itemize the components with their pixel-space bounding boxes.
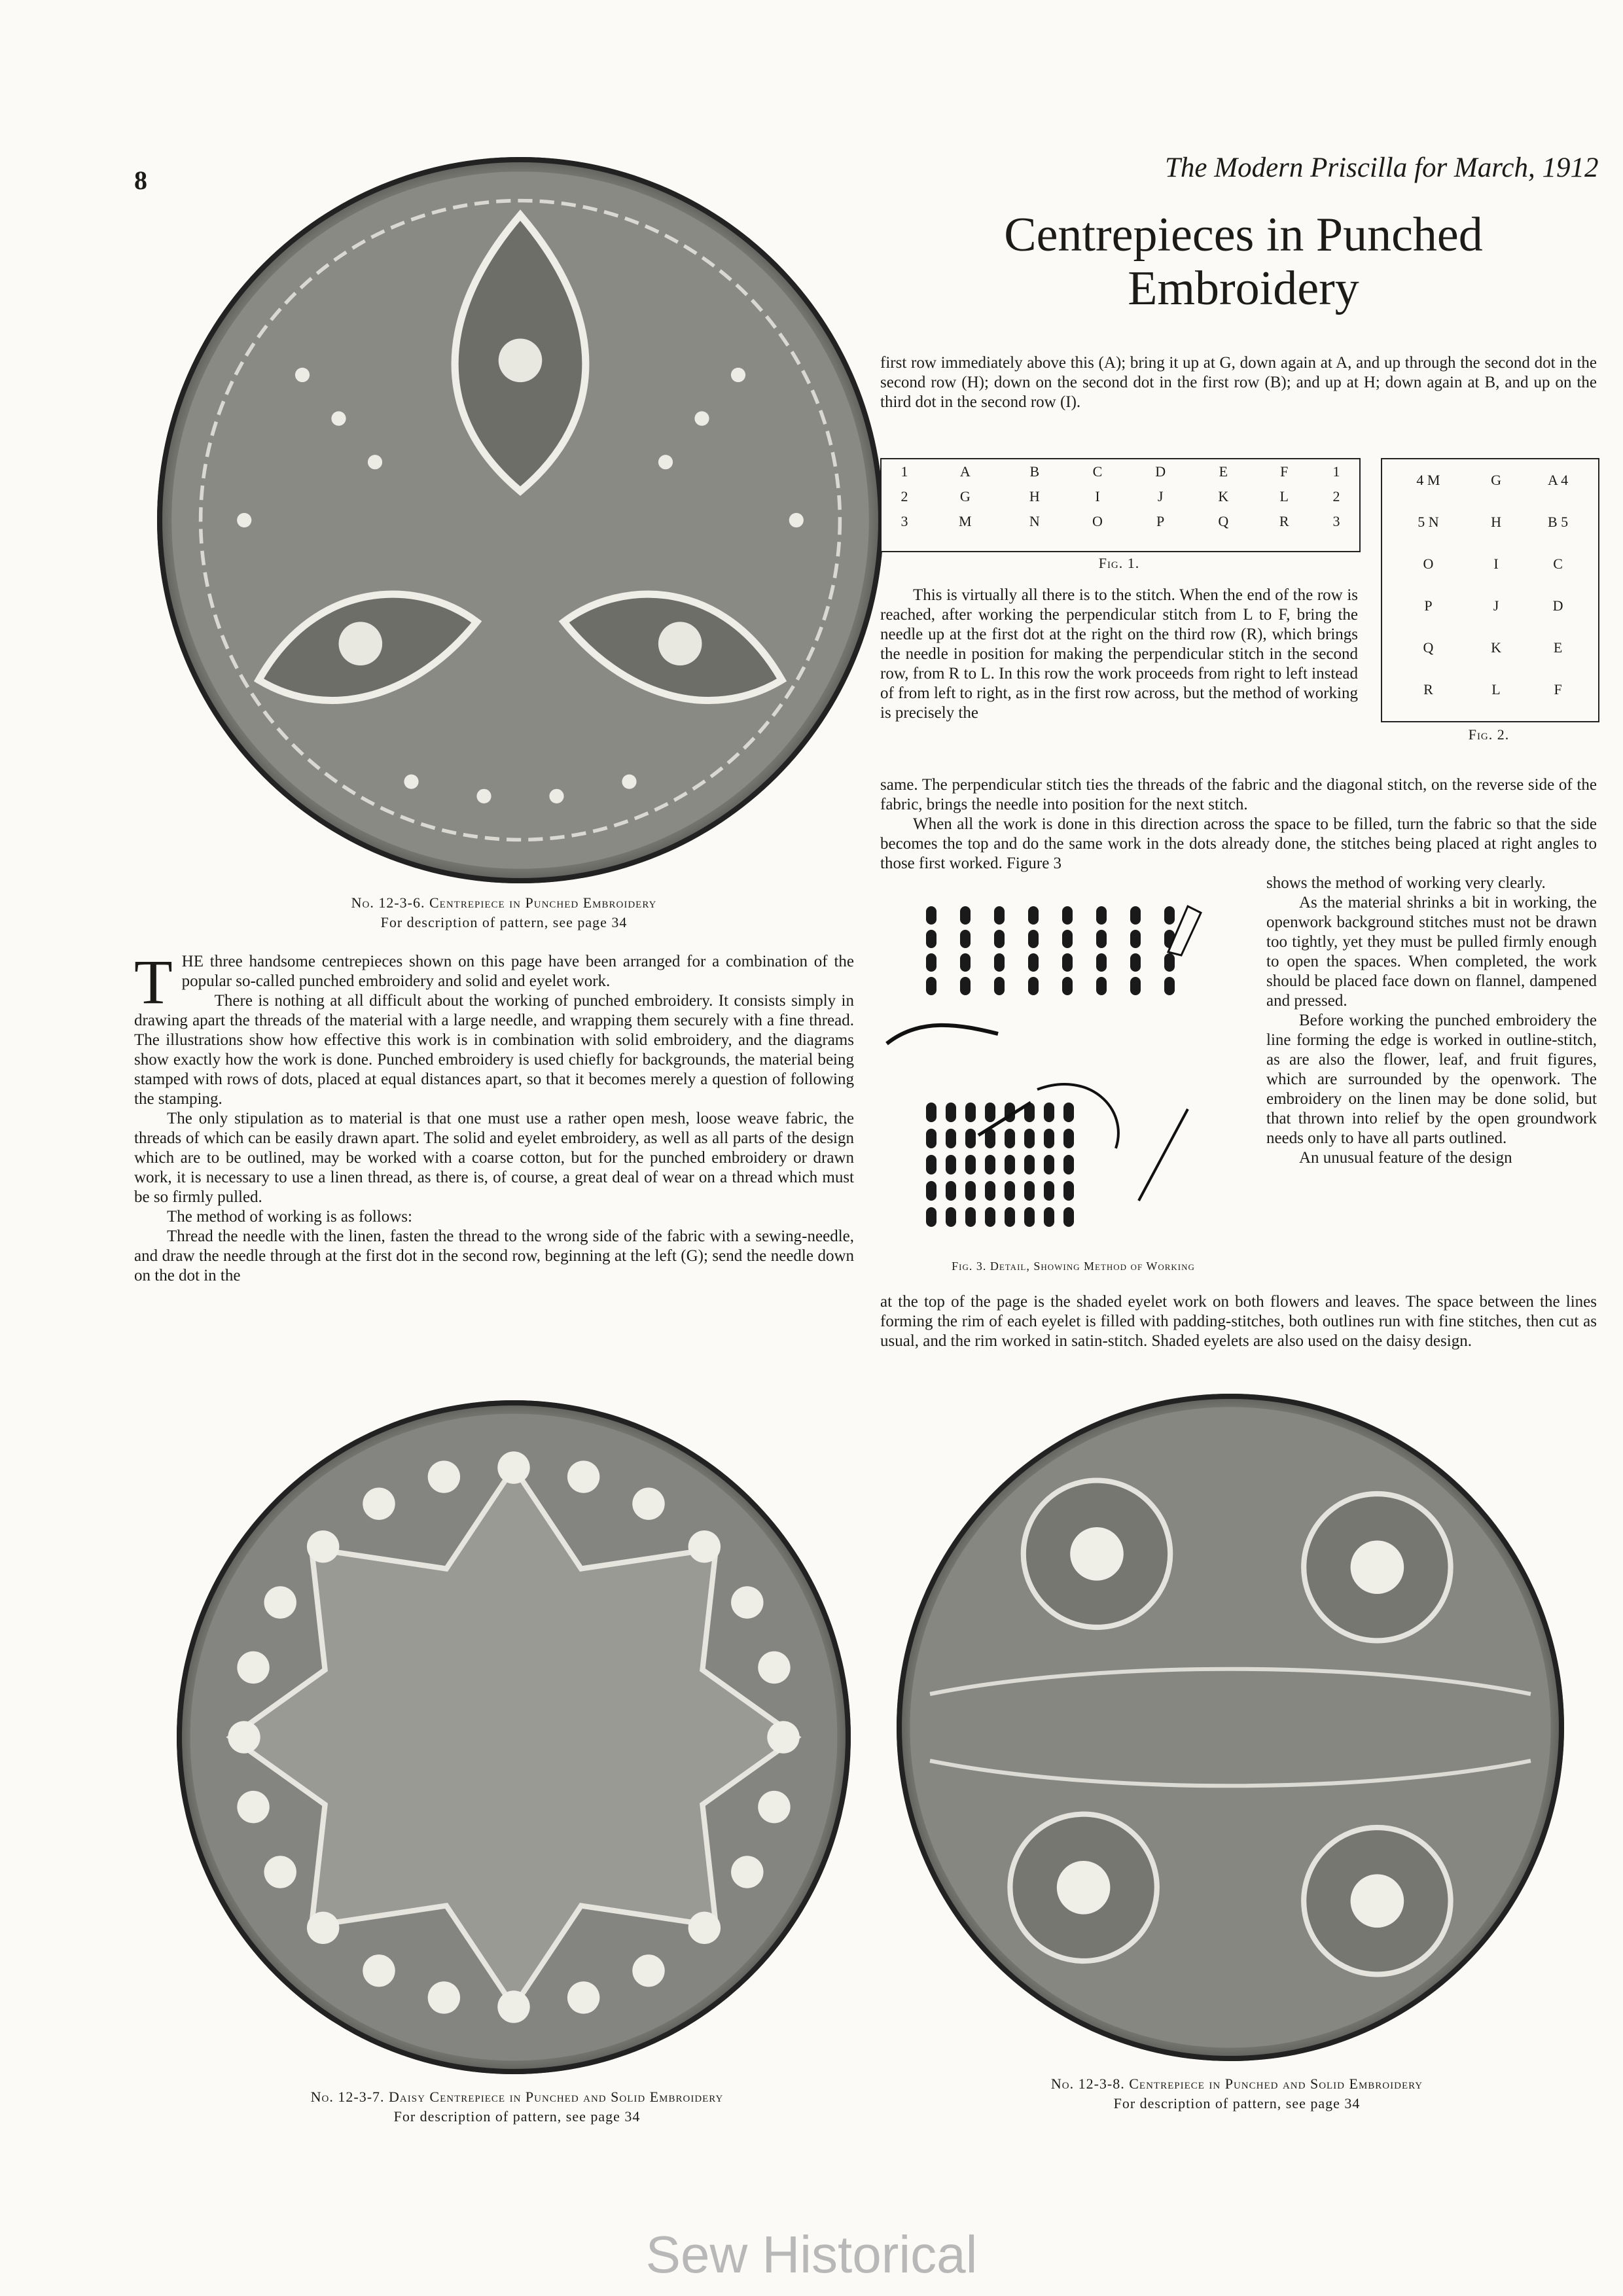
right-narrow-paragraph: This is virtually all there is to the stitch. When the end of the row is reached, after working the perpendicular stitch from L to F, bring the needle up at the first dot at the right on the third row (R), which brings the needle in position for making the perpendicular stitch in the second row, from R to L. In this row the work proceeds from right to left instead of from left to right, as in the first row across, but the method of working is precisely the [880, 586, 1358, 722]
article-title [949, 208, 1538, 315]
title-line-2: Embroidery [1128, 262, 1359, 315]
fig1-label: Fig. 1. [1098, 555, 1140, 571]
stitch-mark [1130, 906, 1141, 925]
fig1-cell: 3 [1332, 513, 1340, 529]
stitch-mark [926, 977, 936, 995]
stitch-mark [965, 1129, 976, 1148]
daisy-motif [264, 1856, 296, 1888]
stitch-mark [1024, 1155, 1035, 1174]
stitch-mark [985, 1181, 995, 1201]
fig2-cell: R [1423, 681, 1433, 698]
daisy-motif [632, 1954, 664, 1987]
watermark: Sew Historical [645, 2225, 978, 2284]
stitch-mark [1063, 1103, 1074, 1122]
stitch-mark [1028, 906, 1039, 925]
stitch-mark [1062, 930, 1073, 948]
stitch-mark [1005, 1207, 1015, 1227]
fig2-cell: H [1491, 514, 1501, 530]
caption-top [236, 893, 772, 932]
fig3-label: Fig. 3. Detail, Showing Method of Working [952, 1260, 1195, 1273]
stitch-mark [1063, 1181, 1074, 1201]
daisy-motif [307, 1530, 339, 1563]
stitch-mark [926, 1103, 936, 1122]
fig2-cell: G [1491, 472, 1501, 488]
daisy-motif [567, 1460, 599, 1492]
fig1-cell: D [1155, 463, 1166, 480]
stitch-mark [926, 1129, 936, 1148]
fig1-row [882, 484, 1359, 509]
left-column-text [134, 947, 854, 1286]
daisy-motif [237, 1651, 269, 1684]
stitch-mark [1164, 906, 1175, 925]
drop-cap: T [134, 947, 173, 1017]
stitch-mark [965, 1155, 976, 1174]
closing-paragraph: at the top of the page is the shaded eyelet work on both flowers and leaves. The space between the lines forming the rim of each eyelet is filled with padding-stitches, both outlines run with fine stitches, then cut as usual, and the rim worked in satin-stitch. Shaded eyelets are also used on the daisy design. [880, 1293, 1597, 1350]
caption-bottom-left [216, 2087, 818, 2127]
stitch-mark [994, 930, 1005, 948]
fig2-cell: F [1554, 681, 1562, 698]
fig2-cell: B 5 [1547, 514, 1569, 530]
side-paragraph-1: shows the method of working very clearly. [1266, 874, 1546, 892]
stitch-mark [994, 953, 1005, 972]
fig2-cell: K [1491, 639, 1501, 656]
fig1-cell: 3 [901, 513, 908, 529]
page-number: 8 [134, 166, 147, 195]
daisy-motif [758, 1651, 790, 1684]
needle-work-diagram [880, 893, 1260, 1256]
fig1-row [882, 459, 1359, 484]
stitch-mark [1044, 1103, 1054, 1122]
daisy-motif [237, 1791, 269, 1823]
fig2-label: Fig. 2. [1468, 726, 1510, 743]
paragraph-5: Thread the needle with the linen, fasten the thread to the wrong side of the fabric with a sewing-needle, and draw the needle through at the first dot in the second row, beginning at the left (G); send the needle down on the dot in the [134, 1227, 854, 1284]
right-intro-paragraph: first row immediately above this (A); bring it up at G, down again at A, and up through the second dot in the second row (H); down on the second dot in the first row (B); and up at H; down again at B, and up on the third dot in the second row (I). [880, 354, 1597, 411]
daisy-motif [767, 1721, 799, 1753]
stitch-mark [965, 1207, 976, 1227]
stitch-mark [994, 906, 1005, 925]
fig1-cell: N [1029, 513, 1040, 529]
stitch-mark [965, 1181, 976, 1201]
daisy-motif [567, 1981, 599, 2013]
paragraph-2: There is nothing at all difficult about the working of punched embroidery. It consists simply in drawing apart the threads of the material with a large needle, and wrapping them securely with a fine thread. The illustrations show how effective this work is in combination with solid embroidery, and the diagrams show exactly how the work is done. Punched embroidery is used chiefly for backgrounds, the material being stamped with rows of dots, placed at equal distances apart, so that it becomes merely a question of following the stamping. [134, 992, 854, 1108]
stitch-mark [946, 1155, 956, 1174]
fig2-row [1382, 669, 1598, 711]
daisy-motif [497, 1451, 529, 1483]
title-line-1: Centrepieces in Punched [1004, 208, 1483, 262]
fig2-row [1382, 501, 1598, 543]
right-column-narrow-text [880, 586, 1358, 723]
fig2-cell: Q [1423, 639, 1434, 656]
fig2-cell: I [1493, 556, 1499, 572]
centrepiece-photo-bottom-left [177, 1400, 851, 2074]
stitch-mark [926, 1181, 936, 1201]
fig1-cell: C [1092, 463, 1103, 480]
running-head: The Modern Priscilla for March, 1912 [1165, 152, 1599, 183]
caption-bottom-right-sub: For description of pattern, see page 34 [1113, 2095, 1361, 2111]
stitch-mark [1062, 906, 1073, 925]
stitch-mark [1063, 1155, 1074, 1174]
paragraph-1: HE three handsome centrepieces shown on this page have been arranged for a combination of the popular so-called punched embroidery and solid and eyelet work. [181, 953, 854, 990]
fig2-cell: 5 N [1418, 514, 1439, 530]
fig2-cell: D [1552, 597, 1563, 614]
fig2-cell: E [1553, 639, 1563, 656]
fig2-cell: O [1423, 556, 1434, 572]
right-column-intro [880, 353, 1597, 412]
fig1-diagram [880, 458, 1361, 552]
embroidery-pattern-fruit [897, 1394, 1564, 2061]
daisy-motif [497, 1990, 529, 2022]
stitch-mark [1096, 930, 1107, 948]
daisy-motif [307, 1912, 339, 1944]
stitch-mark [960, 953, 971, 972]
fig1-cell: 1 [901, 463, 908, 480]
stitch-mark [1044, 1207, 1054, 1227]
fig2-cell: P [1424, 597, 1433, 614]
daisy-motif [228, 1721, 260, 1753]
paragraph-4: The method of working is as follows: [167, 1208, 412, 1226]
daisy-motif [758, 1791, 790, 1823]
fig1-cell: P [1156, 513, 1165, 529]
daisy-motif [363, 1487, 395, 1519]
fig1-cell: L [1279, 488, 1289, 504]
paragraph-intro [134, 947, 854, 1017]
stitch-mark [926, 930, 936, 948]
right-full-paragraph-1: same. The perpendicular stitch ties the threads of the fabric and the diagonal stitch, on the reverse side of the fabric, brings the needle into position for the next stitch. [880, 776, 1597, 813]
fig2-cell: L [1491, 681, 1501, 698]
fig1-cell: Q [1218, 513, 1229, 529]
daisy-motif [688, 1530, 721, 1563]
stitch-mark [1024, 1181, 1035, 1201]
caption-bottom-left-sub: For description of pattern, see page 34 [393, 2108, 641, 2125]
stitch-mark [960, 930, 971, 948]
right-column-full-text [880, 775, 1597, 874]
fig1-cell: K [1218, 488, 1229, 504]
fig1-cell: H [1029, 488, 1040, 504]
stitch-mark [1063, 1129, 1074, 1148]
fig2-diagram [1381, 458, 1599, 722]
stitch-mark [946, 1207, 956, 1227]
fig2-row [1382, 543, 1598, 585]
fig1-cell: 2 [1332, 488, 1340, 504]
daisy-motif [428, 1460, 460, 1492]
caption-top-sub: For description of pattern, see page 34 [380, 914, 628, 930]
stitch-mark [1096, 906, 1107, 925]
stitch-mark [985, 1155, 995, 1174]
fig2-cell: 4 M [1416, 472, 1440, 488]
stitch-mark [926, 1207, 936, 1227]
daisy-motif [632, 1487, 664, 1519]
fig3-illustration [880, 893, 1260, 1256]
stitch-mark [960, 977, 971, 995]
fig1-cell: 2 [901, 488, 908, 504]
stitch-mark [1024, 1129, 1035, 1148]
stitch-mark [1164, 953, 1175, 972]
fig1-cell: 1 [1332, 463, 1340, 480]
stitch-mark [1005, 1129, 1015, 1148]
stitch-mark [926, 906, 936, 925]
fig1-cell: B [1029, 463, 1040, 480]
stitch-mark [1005, 1181, 1015, 1201]
daisy-motif [731, 1856, 763, 1888]
stitch-mark [1062, 977, 1073, 995]
fig1-cell: J [1157, 488, 1164, 504]
caption-bottom-right [969, 2074, 1505, 2113]
fig1-cell: E [1219, 463, 1228, 480]
fig1-row [882, 509, 1359, 534]
daisy-motif [264, 1586, 296, 1618]
fig1-cell: I [1095, 488, 1100, 504]
stitch-mark [1096, 977, 1107, 995]
fig1-cell: F [1280, 463, 1289, 480]
stitch-mark [1062, 953, 1073, 972]
fig2-row [1382, 459, 1598, 501]
stitch-mark [1044, 1129, 1054, 1148]
stitch-mark [994, 977, 1005, 995]
stitch-mark [1063, 1207, 1074, 1227]
caption-bottom-left-title: No. 12-3-7. Daisy Centrepiece in Punched and Solid Embroidery [310, 2089, 724, 2105]
stitch-mark [1096, 953, 1107, 972]
paragraph-3: The only stipulation as to material is that one must use a rather open mesh, loose weave fabric, the threads of which can be easily drawn apart. The solid and eyelet embroidery, as well as all parts of the design which are to be outlined, may be worked with a coarse cotton, but for the punched embroidery or drawn work, it is necessary to use a linen thread, as there is, of course, a great deal of wear on a thread which must be so firmly pulled. [134, 1110, 854, 1206]
fig1-cell: R [1279, 513, 1289, 529]
caption-bottom-right-title: No. 12-3-8. Centrepiece in Punched and Solid Embroidery [1050, 2075, 1423, 2092]
stitch-mark [960, 906, 971, 925]
right-side-text [1266, 874, 1597, 1168]
centrepiece-photo-bottom-right [897, 1394, 1564, 2061]
fig1-table [882, 459, 1359, 534]
centrepiece-photo-top [157, 157, 883, 883]
embroidery-pattern-top [157, 157, 883, 883]
fig1-cell: A [959, 463, 971, 480]
stitch-mark [985, 1207, 995, 1227]
stitch-mark [1028, 977, 1039, 995]
daisy-motif [363, 1954, 395, 1987]
fig2-row [1382, 627, 1598, 669]
stitch-mark [1028, 930, 1039, 948]
fig2-cell: A 4 [1547, 472, 1569, 488]
stitch-mark [1044, 1155, 1054, 1174]
fig2-cell: C [1553, 556, 1563, 572]
daisy-motif [688, 1912, 721, 1944]
fig1-cell: M [959, 513, 972, 529]
stitch-mark [946, 1103, 956, 1122]
stitch-mark [926, 953, 936, 972]
stitch-mark [1024, 1207, 1035, 1227]
side-paragraph-3: Before working the punched embroidery the line forming the edge is worked in outline-stitch, as are also the flower, leaf, and fruit figures, which are surrounded by the openwork. The embroidery on the linen may be done solid, but that thrown into relief by the open groundwork needs only to have all parts outlined. [1266, 1012, 1597, 1147]
stitch-mark [1044, 1181, 1054, 1201]
stitch-mark [1164, 977, 1175, 995]
embroidery-pattern-daisy [177, 1400, 851, 2074]
stitch-mark [1130, 977, 1141, 995]
fig2-row [1382, 585, 1598, 627]
right-full-paragraph-2: When all the work is done in this direction across the space to be filled, turn the fabric so that the side becomes the top and do the same work in the dots already done, the stitches being placed at right angles to those first worked. Figure 3 [880, 815, 1597, 872]
side-paragraph-4: An unusual feature of the design [1299, 1149, 1512, 1167]
side-paragraph-2: As the material shrinks a bit in working, the openwork background stitches must not be drawn too tightly, yet they must be pulled firmly enough to open the spaces. When completed, the work should be placed face down on flannel, dampened and pressed. [1266, 894, 1597, 1010]
stitch-mark [1005, 1155, 1015, 1174]
right-column-closing [880, 1292, 1597, 1351]
daisy-motif [428, 1981, 460, 2013]
stitch-mark [946, 1129, 956, 1148]
stitch-mark [1130, 953, 1141, 972]
caption-top-title: No. 12-3-6. Centrepiece in Punched Embroidery [351, 894, 657, 911]
stitch-mark [1130, 930, 1141, 948]
fig1-cell: O [1092, 513, 1103, 529]
stitch-mark [1028, 953, 1039, 972]
fig2-table [1382, 459, 1598, 711]
stitch-mark [946, 1181, 956, 1201]
fig2-cell: J [1493, 597, 1499, 614]
stitch-mark [985, 1103, 995, 1122]
daisy-motif [731, 1586, 763, 1618]
stitch-mark [926, 1155, 936, 1174]
fig1-cell: G [959, 488, 971, 504]
stitch-mark [965, 1103, 976, 1122]
